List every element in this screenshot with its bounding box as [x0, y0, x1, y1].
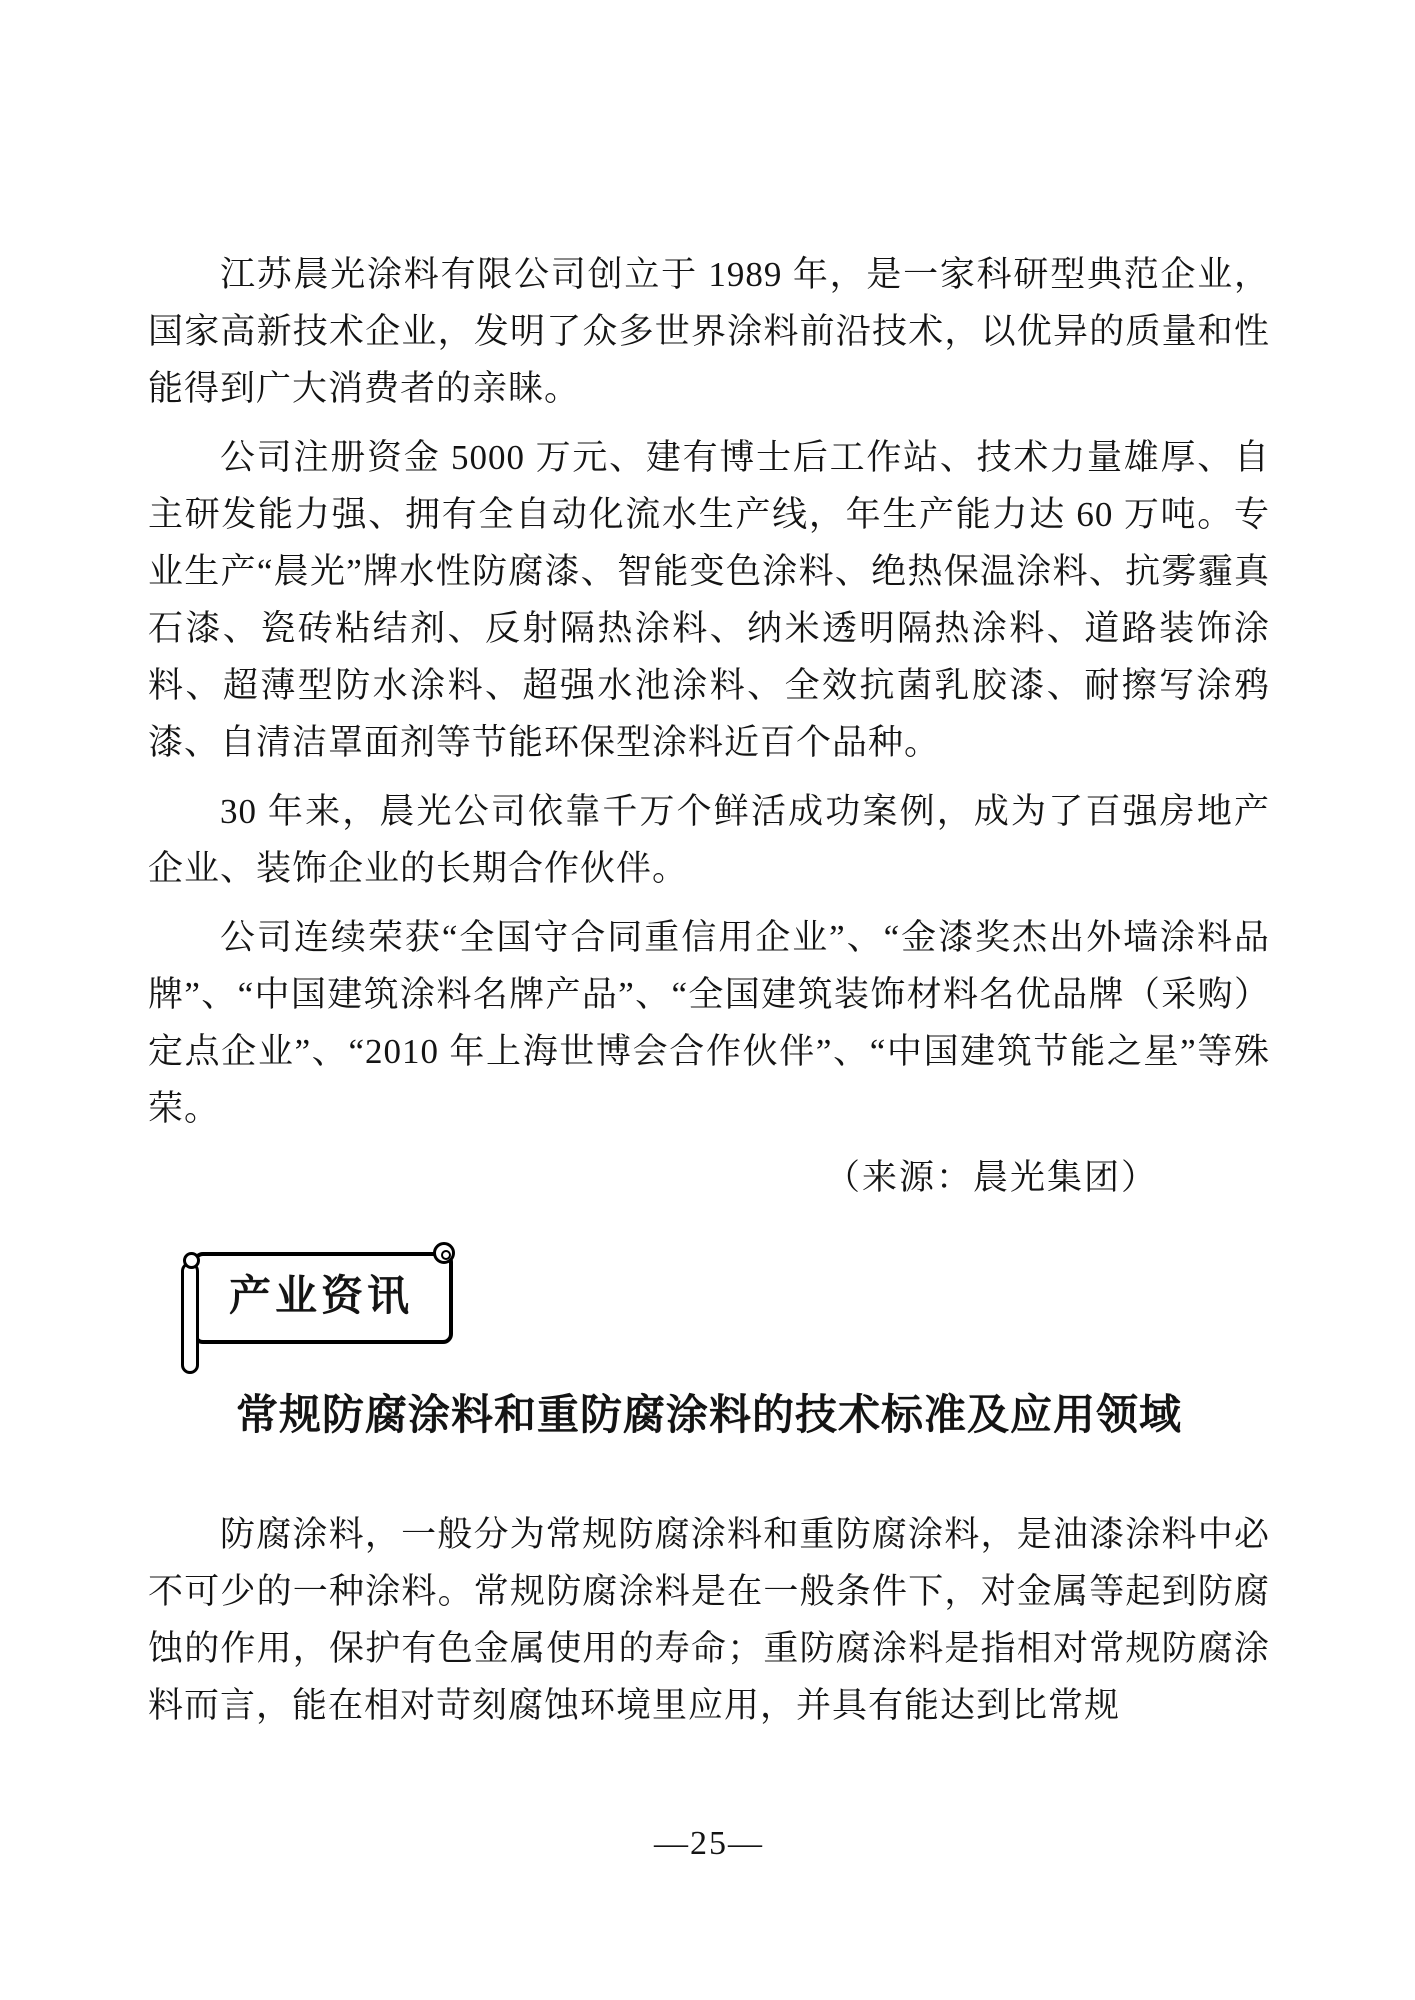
section-banner: [193, 1252, 453, 1344]
page-number: —25—: [654, 1825, 764, 1862]
article-title: 常规防腐涂料和重防腐涂料的技术标准及应用领域: [235, 1393, 1182, 1439]
section-banner-label: 产业资讯: [229, 1272, 414, 1319]
source-attribution: （来源：晨光集团）: [824, 1158, 1158, 1197]
paragraph-anticorrosive-intro: 防腐涂料，一般分为常规防腐涂料和重防腐涂料，是油漆涂料中必不可少的一种涂料。常规防腐涂料是在一般条件下，对金属等起到防腐蚀的作用，保护有色金属使用的寿命；重防腐涂料是指相对常规防腐涂料而言，能在相对苛刻腐蚀环境里应用，并具有能达到比常规: [148, 1515, 1270, 1725]
paragraph-company-partners: 30 年来，晨光公司依靠千万个鲜活成功案例，成为了百强房地产企业、装饰企业的长期合作伙伴。: [148, 792, 1270, 888]
paragraph-company-intro: 江苏晨光涂料有限公司创立于 1989 年，是一家科研型典范企业，国家高新技术企业，发明了众多世界涂料前沿技术，以优异的质量和性能得到广大消费者的亲睐。: [148, 255, 1270, 408]
scroll-left-curl-icon: [183, 1252, 200, 1269]
paragraph-company-capacity-products: 公司注册资金 5000 万元、建有博士后工作站、技术力量雄厚、自主研发能力强、拥有全自动化流水生产线，年生产能力达 60 万吨。专业生产“晨光”牌水性防腐漆、智能变色涂料、绝热保温涂料、抗雾霾真石漆、瓷砖粘结剂、反射隔热涂料、纳米透明隔热涂料、道路装饰涂料、超薄型防水涂料、超强水池涂料、全效抗菌乳胶漆、耐擦写涂鸦漆、自清洁罩面剂等节能环保型涂料近百个品种。: [148, 438, 1270, 762]
document-page: [148, 0, 1270, 1866]
section-banner-container: [193, 1252, 1270, 1348]
scroll-right-curl-icon: [433, 1242, 455, 1264]
scroll-roll-icon: [181, 1262, 199, 1374]
paragraph-company-honors: 公司连续荣获“全国守合同重信用企业”、“金漆奖杰出外墙涂料品牌”、“中国建筑涂料名牌产品”、“全国建筑装饰材料名优品牌（采购）定点企业”、“2010 年上海世博会合作伙伴”、“中国建筑节能之星”等殊荣。: [148, 918, 1270, 1128]
